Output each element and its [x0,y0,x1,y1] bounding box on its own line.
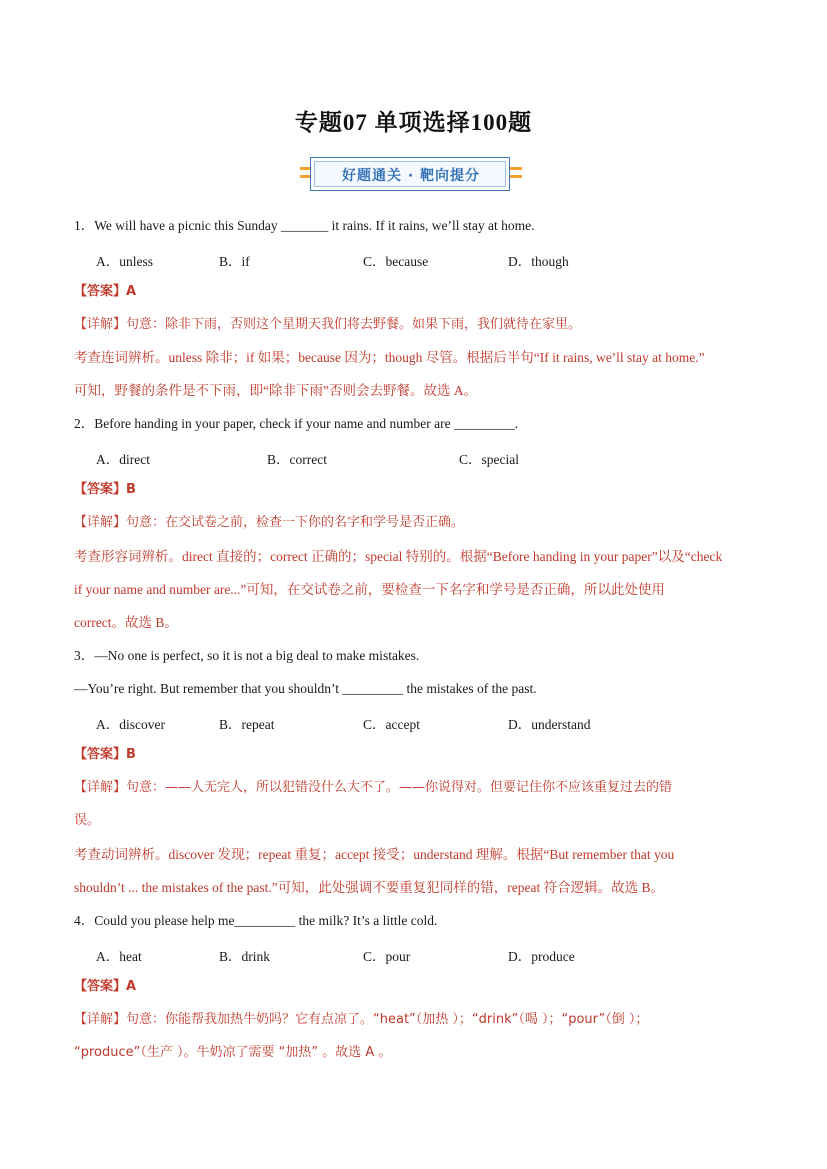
question-option: A．unless [96,254,153,269]
explanation-text: 考查形容词辨析。direct 直接的；correct 正确的；special 特别的。根据“Before handing in your paper”以及“check [74,549,723,564]
answer-label: 【答案】A [74,979,137,994]
detail-text: 【详解】句意：除非下雨，否则这个星期天我们将去野餐。如果下雨，我们就待在家里。 [74,317,582,332]
question-option: B．correct [267,452,327,467]
question-stem: —You’re right. But remember that you shouldn’t _________ the mistakes of the past. [74,681,537,696]
question-option: C．accept [363,717,420,732]
question-option: C．because [363,254,429,269]
question-option: B．if [219,254,250,269]
question-option: B．repeat [219,717,275,732]
page-title: 专题07 单项选择100题 [294,110,533,135]
explanation-text: correct。故选 B。 [74,615,178,630]
question-stem: 3．—No one is perfect, so it is not a big deal to make mistakes. [74,648,420,663]
banner-text: 好题通关 · 靶向提分 [341,168,481,184]
question-option: D．understand [508,717,591,732]
answer-label: 【答案】A [74,284,137,299]
detail-text: 【详解】句意：你能帮我加热牛奶吗？它有点凉了。“heat”（加热 ）；“drink”（喝 ）；“pour”（倒 ）； [74,1012,649,1027]
answer-label: 【答案】B [74,747,136,762]
question-option: A．discover [96,717,165,732]
question-option: D．produce [508,949,575,964]
question-option: A．direct [96,452,150,467]
explanation-text: 可知，野餐的条件是不下雨，即“除非下雨”否则会去野餐。故选 A。 [74,383,478,398]
question-stem: 2．Before handing in your paper, check if your name and number are _________. [74,416,519,431]
explanation-text: shouldn’t ... the mistakes of the past.”可知，此处强调不要重复犯同样的错，repeat 符合逻辑。故选 B。 [74,880,664,895]
question-option: B．drink [219,949,271,964]
question-stem: 4．Could you please help me_________ the milk? It’s a little cold. [74,913,438,928]
question-option: C．pour [363,949,411,964]
explanation-text: 考查动词辨析。discover 发现；repeat 重复；accept 接受；understand 理解。根据“But remember that you [74,847,675,862]
explanation-text: 考查连词辨析。unless 除非；if 如果；because 因为；though 尽管。根据后半句“If it rains, we’ll stay at home.” [74,350,705,365]
answer-label: 【答案】B [74,482,136,497]
detail-text: “produce”（生产 ）。牛奶凉了需要 “加热” 。故选 A 。 [74,1045,392,1060]
detail-text: 【详解】句意：在交试卷之前，检查一下你的名字和学号是否正确。 [74,515,465,530]
detail-text: 误。 [74,813,101,828]
question-option: A．heat [96,949,142,964]
question-option: D．though [508,254,569,269]
question-stem: 1．We will have a picnic this Sunday _______ it rains. If it rains, we’ll stay at home. [74,218,535,233]
section-banner [300,157,522,193]
detail-text: 【详解】句意：——人无完人，所以犯错没什么大不了。——你说得对。但要记住你不应该重复过去的错 [74,780,673,795]
explanation-text: if your name and number are...”可知，在交试卷之前，要检查一下名字和学号是否正确，所以此处使用 [74,582,665,597]
question-option: C．special [459,452,519,467]
